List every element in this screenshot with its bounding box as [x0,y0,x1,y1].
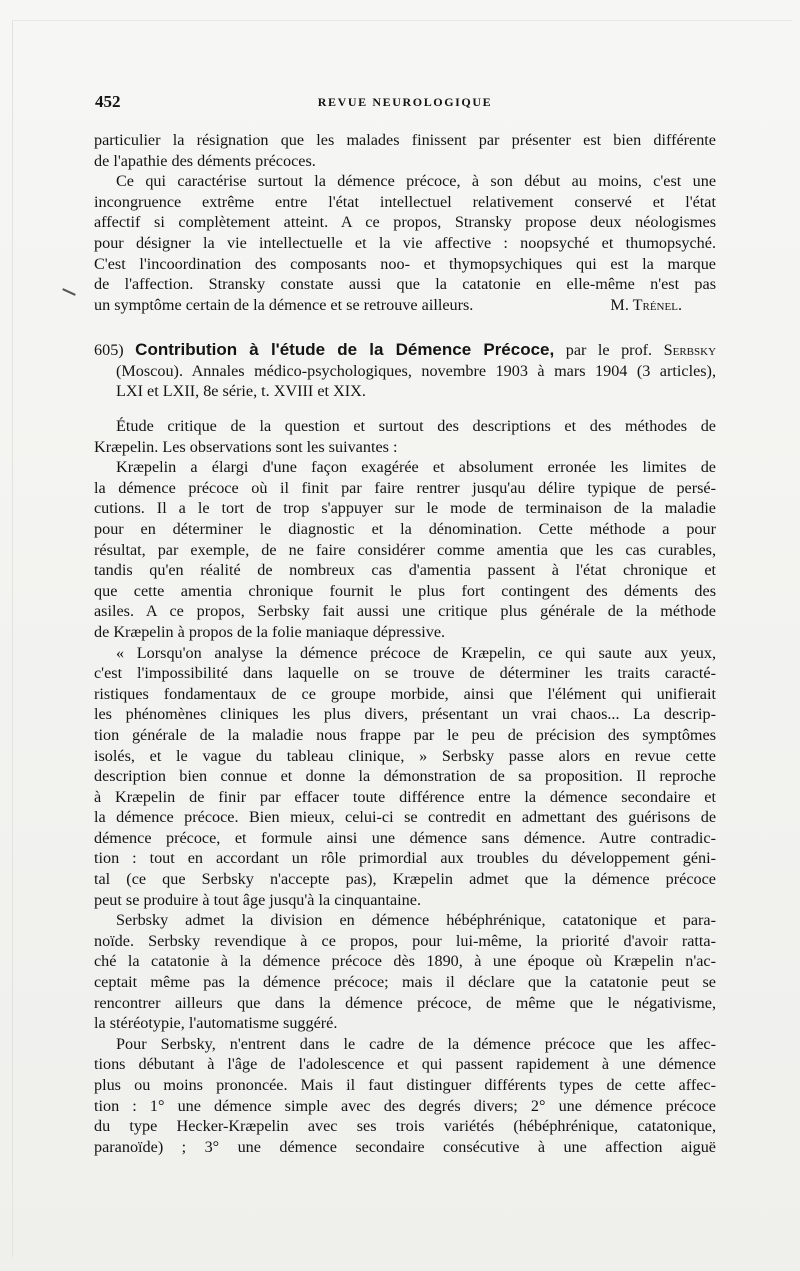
text-line: la démence précoce où il finit par faire rentrer jusqu'au délire typique de persé- [94,478,716,497]
text-line: asiles. A ce propos, Serbsky fait aussi une critique plus générale de la méthode [94,602,716,621]
text-line: cutions. Il a le tort de trop s'appuyer sur le mode de terminaison de la maladie [94,499,716,518]
text-line: tion générale de la maladie nous frappe par le peu de précision des symptômes [94,725,716,744]
text-line: de Kræpelin à propos de la folie maniaque dépressive. [94,622,446,641]
citation-line: LXI et LXII, 8e série, t. XVIII et XIX. [116,382,366,401]
text-line: ristiques fondamentaux de ce groupe morbide, ainsi que l'élément qui unifierait [94,684,716,703]
author-prefix: par le prof. [565,341,653,359]
text-line: pour en déterminer le diagnostic et la dénomination. Cette méthode a pour [94,519,716,538]
margin-mark [62,288,76,296]
text-line: ceptait même pas la démence précoce; mais il déclare que la catatonie peut se [94,973,716,992]
text-line: la démence précoce. Bien mieux, celui-ci se contredit en admettant des guérisons de [94,808,716,827]
text-line: plus ou moins prononcée. Mais il faut distinguer différents types de cette affec- [94,1076,716,1094]
paragraph [94,1034,716,1158]
text-line: isolés, et le vague du tableau clinique, » Serbsky passe alors en revue cette [94,746,716,765]
text-line: incongruence extrême entre l'état intellectuel relativement conservé et l'état [94,192,716,211]
text-line: Étude critique de la question et surtout des descriptions et des méthodes de [116,417,716,435]
text-line: démence précoce, et formule ainsi une démence sans démence. Autre contradic- [94,828,716,847]
text-line: tal (ce que Serbsky n'accepte pas), Kræpelin admet que la démence précoce [94,870,716,889]
paragraph [94,910,716,1034]
text-line: tions débutant à l'âge de l'adolescence et qui passent rapidement à une démence [94,1055,716,1074]
text-line: rencontrer ailleurs que dans la démence précoce, de même que le négativisme, [94,993,716,1012]
text-line: tion : tout en accordant un rôle primordial aux troubles du développement géni- [94,849,716,868]
text-line: la stéréotypie, l'automatisme suggéré. [94,1014,338,1033]
paragraph [94,457,716,642]
text-line: Kræpelin. Les observations sont les suivantes : [94,437,398,456]
signature-line [94,295,716,316]
article-heading [94,340,716,402]
text-line: ché la catatonie à la démence précoce dès 1890, à une époque où Kræpelin n'ac- [94,952,716,971]
review-body [94,416,716,1157]
text-line: description bien connue et donne la démonstration de sa proposition. Il reproche [94,767,716,786]
page-number: 452 [95,92,121,111]
text-line: Kræpelin a élargi d'une façon exagérée et absolument erronée les limites de [116,458,716,477]
text-line: paranoïde) ; 3° une démence secondaire consécutive à une affection aiguë [94,1137,716,1156]
text-line: C'est l'incoordination des composants noo- et thymopsychiques qui est la marque [94,254,716,273]
text-line: particulier la résignation que les malades finissent par présenter est bien différente [94,131,716,149]
text-line: que cette amentia chronique fournit le plus fort contingent des déments des [94,581,716,600]
text-line: tandis qu'en réalité de nombreux cas d'amentia passent à l'état chronique et [94,561,716,580]
running-title: REVUE NEUROLOGIQUE [317,95,493,109]
text-line: Pour Serbsky, n'entrent dans le cadre de la démence précoce que les affec- [116,1034,716,1053]
article-title: Contribution à l'étude de la Démence Précoce, [135,340,555,359]
paragraph [94,643,716,911]
citation-line: (Moscou). Annales médico-psychologiques, novembre 1903 à mars 1904 (3 articles), [116,361,716,380]
text-line: du type Hecker-Kræpelin avec ses trois variétés (hébéphrénique, catatonique, [94,1117,716,1136]
previous-review [94,130,716,315]
text-line: « Lorsqu'on analyse la démence précoce de Kræpelin, ce qui saute aux yeux, [116,643,716,662]
page-header [95,92,715,112]
text-line: c'est l'impossibilité dans laquelle on se trouve de déterminer les traits caracté- [94,664,716,683]
text-line: affectif si complètement atteint. A ce propos, Stransky propose deux néologismes [94,213,716,232]
text-line: à Kræpelin de finir par effacer toute différence entre la démence secondaire et [94,787,716,806]
text-line: tion : 1° une démence simple avec des degrés divers; 2° une démence précoce [94,1096,716,1115]
text-line: pour désigner la vie intellectuelle et la vie affective : noopsyché et thumopsyché. [94,233,716,252]
text-line: de l'apathie des déments précoces. [94,151,316,170]
text-line: Serbsky admet la division en démence hébéphrénique, catatonique et para- [116,911,716,930]
text-line: peut se produire à tout âge jusqu'à la cinquantaine. [94,890,422,909]
article-author: Serbsky [663,341,717,359]
text-line: les phénomènes cliniques les plus divers, présentant un vrai chaos... La descrip- [94,705,716,724]
text-line: noïde. Serbsky revendique à ce propos, pour lui-même, la priorité d'avoir ratta- [94,931,716,950]
text-line: résultat, par exemple, de ne faire considérer comme amentia que les cas curables, [94,540,716,559]
text-line: Ce qui caractérise surtout la démence précoce, à son début au moins, c'est une [116,172,716,191]
text-line: de l'affection. Stransky constate aussi que la catatonie en elle-même n'est pas [94,275,716,294]
review-signature: M. Trénel. [610,295,682,314]
article-number: 605) [94,341,124,359]
article-title-line [94,340,716,361]
paragraph [94,416,716,457]
text-line: un symptôme certain de la démence et se retrouve ailleurs. [94,295,474,314]
